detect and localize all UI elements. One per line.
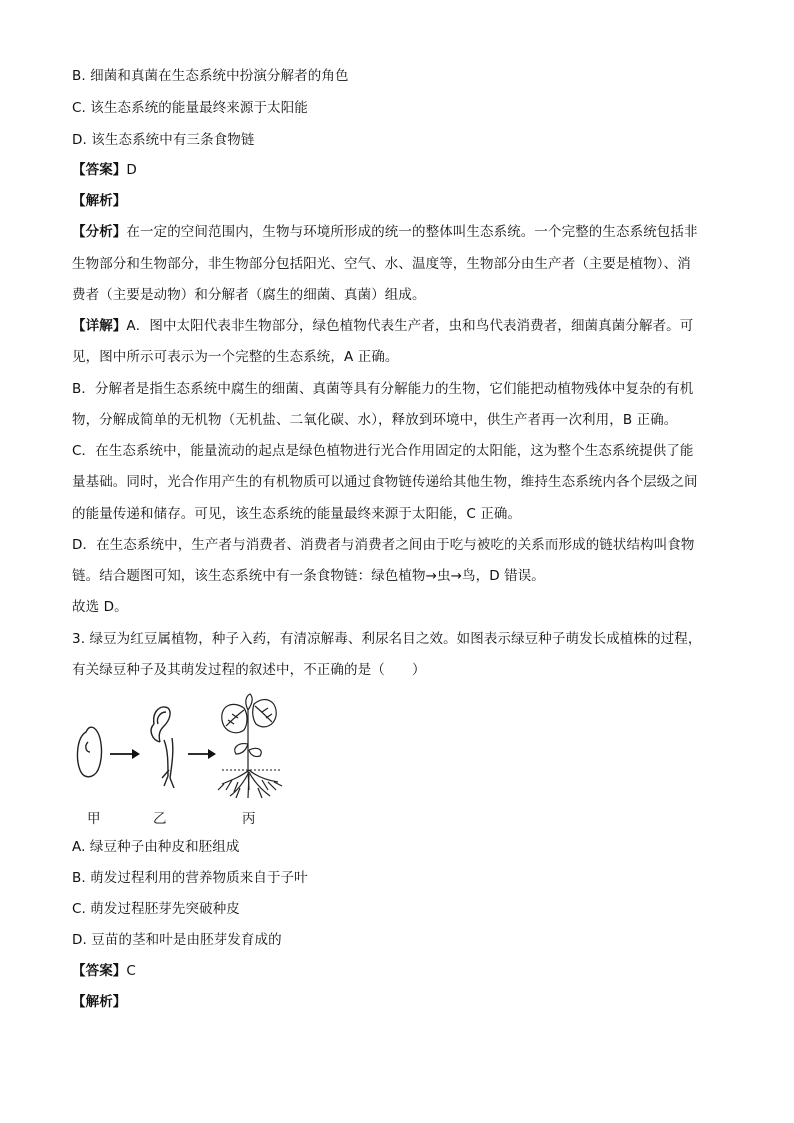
q2-option-b: B. 细菌和真菌在生态系统中扮演分解者的角色 bbox=[72, 68, 349, 84]
c-line-2: 量基础。同时，光合作用产生的有机物质可以通过食物链传递给其他生物，维持生态系统内各个层级之间 bbox=[72, 474, 698, 490]
q3-option-a: A. 绿豆种子由种皮和胚组成 bbox=[72, 839, 240, 855]
b-line-1: B．分解者是指生态系统中腐生的细菌、真菌等具有分解能力的生物，它们能把动植物残体中复杂的有机 bbox=[72, 381, 694, 397]
q2-option-d: D. 该生态系统中有三条食物链 bbox=[72, 132, 255, 148]
arrow-icon bbox=[110, 749, 140, 759]
xiangjie-line-1 bbox=[72, 316, 693, 336]
q3-option-b: B. 萌发过程利用的营养物质来自于子叶 bbox=[72, 870, 308, 886]
figure-label-jia: 甲 bbox=[87, 811, 101, 827]
fenxi-tag: 【分析】 bbox=[72, 224, 127, 240]
fenxi-line-3: 费者（主要是动物）和分解者（腐生的细菌、真菌）组成。 bbox=[72, 287, 426, 303]
answer-value: D bbox=[126, 162, 137, 178]
c-line-3: 的能量传递和储存。可见，该生态系统的能量最终来源于太阳能，C 正确。 bbox=[72, 506, 522, 522]
answer-tag: 【答案】 bbox=[72, 162, 127, 178]
q2-analysis-tag: 【解析】 bbox=[72, 193, 127, 209]
arrow-icon bbox=[188, 749, 216, 759]
germination-figure bbox=[72, 690, 372, 830]
q3-answer bbox=[72, 961, 136, 981]
fenxi-line-2: 生物部分和生物部分，非生物部分包括阳光、空气、水、温度等，生物部分由生产者（主要是植物）、消 bbox=[72, 256, 691, 272]
conclusion: 故选 D。 bbox=[72, 599, 128, 615]
xiangjie-tag: 【详解】 bbox=[72, 318, 127, 334]
b-line-2: 物，分解成简单的无机物（无机盐、二氧化碳、水），释放到环境中，供生产者再一次利用，B 正确。 bbox=[72, 412, 678, 428]
c-line-1: C．在生态系统中，能量流动的起点是绿色植物进行光合作用固定的太阳能，这为整个生态系统提供了能 bbox=[72, 443, 694, 459]
d-line-1: D．在生态系统中，生产者与消费者、消费者与消费者之间由于吃与被吃的关系而形成的链状结构叫食物 bbox=[72, 537, 695, 553]
figure-label-yi: 乙 bbox=[153, 811, 167, 827]
q3-option-c: C. 萌发过程胚芽先突破种皮 bbox=[72, 901, 240, 917]
fenxi-text-1: 在一定的空间范围内，生物与环境所形成的统一的整体叫生态系统。一个完整的生态系统包括非 bbox=[126, 224, 698, 240]
d-line-2: 链。结合题图可知，该生态系统中有一条食物链：绿色植物→虫→鸟，D 错误。 bbox=[72, 568, 545, 584]
figure-label-bing: 丙 bbox=[242, 811, 256, 827]
answer-tag: 【答案】 bbox=[72, 963, 127, 979]
xiangjie-text-1: A．图中太阳代表非生物部分，绿色植物代表生产者，虫和鸟代表消费者，细菌真菌分解者。可 bbox=[126, 318, 694, 334]
seed-jia-drawing bbox=[78, 727, 102, 777]
fenxi-line-1 bbox=[72, 222, 698, 242]
answer-value: C bbox=[126, 963, 136, 979]
q3-stem-line-2: 有关绿豆种子及其萌发过程的叙述中，不正确的是（ ） bbox=[72, 662, 426, 678]
q3-stem-line-1: 3. 绿豆为红豆属植物，种子入药，有清凉解毒、利尿名目之效。如图表示绿豆种子萌发长成植株的过程， bbox=[72, 631, 702, 647]
q2-option-c: C. 该生态系统的能量最终来源于太阳能 bbox=[72, 100, 308, 116]
q3-analysis-tag: 【解析】 bbox=[72, 994, 127, 1010]
q2-answer bbox=[72, 160, 137, 180]
seedling-bing-drawing bbox=[218, 694, 282, 798]
q3-option-d: D. 豆苗的茎和叶是由胚芽发育成的 bbox=[72, 932, 282, 948]
xiangjie-line-2: 见，图中所示可表示为一个完整的生态系统，A 正确。 bbox=[72, 349, 399, 365]
sprout-yi-drawing bbox=[151, 707, 174, 788]
